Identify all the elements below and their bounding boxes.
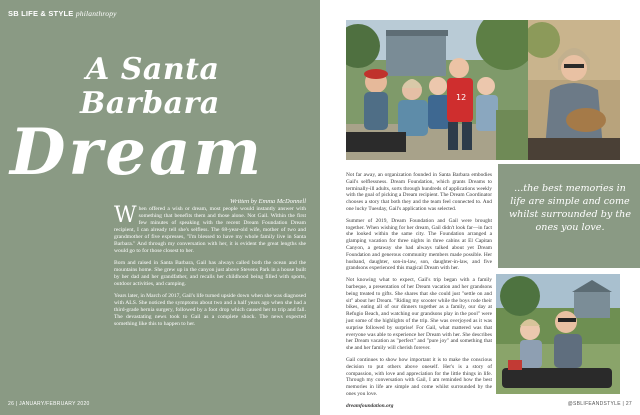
portrait-photo xyxy=(528,20,620,160)
paragraph: Born and raised in Santa Barbara, Gail has always called both the ocean and the mountains home. She grew up in the canyon just above Stevens Park in a house built by her dad and her grandfather, and recalls her childhood being filled with sports, outdoor activities, and camping. xyxy=(114,260,306,287)
family-photo-image xyxy=(346,20,542,160)
article-body-right xyxy=(346,172,492,415)
scooter-photo-image xyxy=(496,274,620,394)
paragraph: Gail continues to show how important it is to make the conscious decision to put others above oneself. Her's is a story of compassion, with love and appreciation for the little things in life. Through my conversation with Gail, I am reminded how the best memories in life are simple and come whilst surrounded by the ones you love. xyxy=(346,356,492,397)
headline-line-1: A Santa xyxy=(86,52,220,87)
right-page xyxy=(320,0,640,415)
paragraph-text: hen offered a wish or dream, most people would instantly answer with something that benefits them and those alone. Not Gail. Within the first few minutes of speaking with the recent Dream Foundation Dream recipient, I can already tell she's selfless. The 68-year-old wife, mother of two and grandmother of five expresses, "I'm blessed to have my whole family live in Santa Barbara." And through my conversation with her, it is evident the great lengths she would go to for those closest to her. xyxy=(114,206,306,254)
byline: Written by Emma McDonnell xyxy=(230,198,306,205)
article-body-left xyxy=(114,203,306,333)
kicker-category: philanthropy xyxy=(75,9,117,18)
page-folio-right: @SBLIFEANDSTYLE | 27 xyxy=(567,401,632,407)
svg-text:12: 12 xyxy=(456,93,467,102)
paragraph xyxy=(114,203,306,255)
paragraph: Years later, in March of 2017, Gail's life turned upside down when she was diagnosed with ALS. She noticed the symptoms about two and a half years ago when she had a third-grade hernia surgery, followed by a foot drop which caused her to trip and fall. The devastating news took to Gail as a complete shock. The news expected something like this to happen to her. xyxy=(114,293,306,327)
paragraph: Not knowing what to expect, Gail's trip began with a family barbeque, a presentation of her Dream vacation and her grandsons being treated to gifts. She shares that she could just "settle on and sit" about her Dream. "Riding my scooter while the boys rode their bikes, eating all of our dinners together as a family, our day at Refugio Beach, and watching our grandsons play in the pool" were just some of the highlights of the trip. She was overjoyed as it was surprise followed by surprise! For Gail, what mattered was that everyone was able to experience her Dream with her. She describes her Dream vacation as "perfect" and "pure joy" and something that she and her family will cherish forever. xyxy=(346,277,492,352)
paragraph: Summer of 2019, Dream Foundation and Gail were brought together. When wishing for her dream, Gail didn't look far—in fact she looked within the same city. The Foundation arranged a glamping vacation for three nights in three cabins at El Capitan Canyon, a getaway she had always talked about yet Dream Foundation and generous community members made possible. Her husband, daughter, son-in-law, son, daughter-in-law, and five grandsons experienced this magical Dream with her. xyxy=(346,217,492,272)
section-kicker xyxy=(8,9,117,18)
kicker-section: SB LIFE & STYLE xyxy=(8,9,74,18)
paragraph: Not far away, an organization founded in Santa Barbara embodies Gail's selflessness. Dream Foundation, which grants Dreams to terminally-ill adults, sorts through hundreds of applications weekly with the goal of picking a Dream recipient. The Dream Coordinator chooses a story that both they and the team feel connected to. And one lucky Tuesday, Gail's application was selected. xyxy=(346,172,492,212)
pull-quote: ...the best memories in life are simple and come whilst surrounded by the ones you love. xyxy=(508,183,632,233)
portrait-photo-image xyxy=(528,20,620,160)
pull-quote-box xyxy=(498,164,640,268)
website-credit: dreamfoundation.org xyxy=(346,402,394,409)
headline-line-3: Dream xyxy=(10,115,265,190)
headline-line-2: Barbara xyxy=(80,86,220,121)
drop-cap: W xyxy=(114,203,137,228)
family-photo xyxy=(346,20,542,160)
scooter-photo xyxy=(496,274,620,394)
page-folio-left: 26 | JANUARY/FEBRUARY 2020 xyxy=(8,401,90,407)
